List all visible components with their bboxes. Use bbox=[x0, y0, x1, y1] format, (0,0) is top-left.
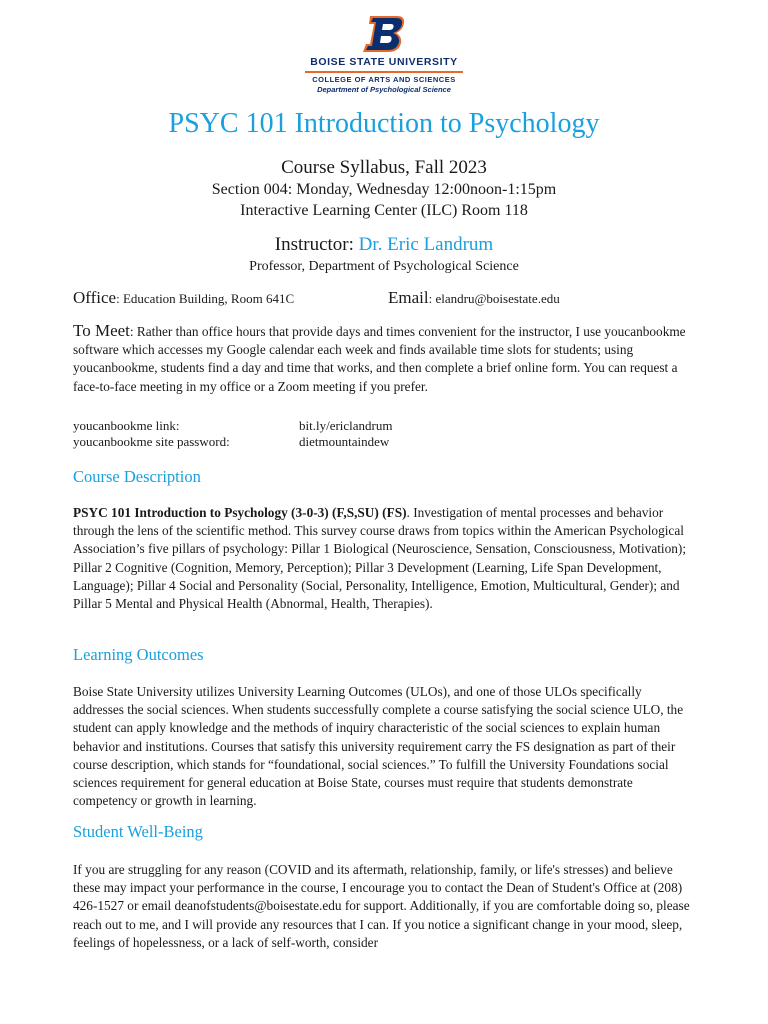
student-well-being-heading: Student Well-Being bbox=[73, 822, 203, 841]
to-meet-paragraph bbox=[73, 322, 691, 396]
instructor-title: Professor, Department of Psychological Science bbox=[249, 259, 519, 274]
instructor-label: Instructor: bbox=[274, 234, 359, 255]
boise-state-b-logo-icon bbox=[361, 14, 407, 54]
office-value: : Education Building, Room 641C bbox=[116, 291, 295, 306]
booking-password-label: youcanbookme site password: bbox=[73, 434, 230, 449]
course-description-text: . Investigation of mental processes and behavior through the lens of the scientific method. This survey course draws from topics within the American Psychological Association’s five pillars of psychology: Pillar 1 Biological (Neuroscience, Sensation, Consciousness, Motivation); Pillar 2 Cognitive (Cognition, Memory, Perception); Pillar 3 Development (Learning, Life Span Development, Language); Pillar 4 Social and Personality (Social, Personality, Intelligence, Emotion, Multicultural, Gender); and Pillar 5 Mental and Physical Health (Abnormal, Health, Therapies). bbox=[73, 505, 687, 612]
instructor-line bbox=[0, 234, 768, 256]
course-description-heading: Course Description bbox=[73, 467, 201, 486]
university-logo bbox=[0, 14, 768, 94]
college-name: COLLEGE OF ARTS AND SCIENCES bbox=[312, 74, 456, 84]
office-info bbox=[73, 288, 294, 308]
student-well-being-paragraph: If you are struggling for any reason (COVID and its aftermath, relationship, family, or life's stresses) and believe these may impact your performance in the course, I encourage you to contact the Dean of Student's Office at (208) 426-1527 or email deanofstudents@boisestate.edu for support. Additionally, if you are comfortable doing so, please reach out to me, and I will provide any resources that I can. If you notice a significant change in your mood, sleep, feelings of hopelessness, or a lack of self-worth, consider bbox=[73, 862, 690, 950]
booking-password-row bbox=[73, 433, 389, 450]
booking-password-value: dietmountaindew bbox=[299, 434, 390, 449]
department-name: Department of Psychological Science bbox=[317, 84, 451, 94]
to-meet-label: To Meet bbox=[73, 321, 130, 340]
course-description-lead: PSYC 101 Introduction to Psychology (3-0-3) (F,S,SU) (FS) bbox=[73, 505, 407, 520]
learning-outcomes-paragraph: Boise State University utilizes University Learning Outcomes (ULOs), and one of those ULOs specifically addresses the social sciences. When students successfully complete a course satisfying the social science ULO, the student can apply knowledge and the methods of inquiry characteristic of the social sciences to explain human behavior and institutions. Courses that satisfy this university requirement carry the FS designation as part of their course description, which stands for “foundational, social sciences.” To fulfill the University Foundations social sciences requirement for general education at Boise State, courses must require that students demonstrate competency or growth in learning. bbox=[73, 684, 684, 809]
booking-link-value[interactable]: bit.ly/ericlandrum bbox=[299, 418, 393, 433]
course-description-paragraph bbox=[73, 504, 691, 613]
logo-divider bbox=[305, 71, 463, 73]
course-title: PSYC 101 Introduction to Psychology bbox=[168, 108, 600, 139]
email-value: : elandru@boisestate.edu bbox=[428, 291, 560, 306]
office-label: Office bbox=[73, 288, 117, 307]
booking-link-row bbox=[73, 417, 393, 434]
instructor-name: Dr. Eric Landrum bbox=[358, 234, 494, 255]
booking-link-label: youcanbookme link: bbox=[73, 418, 180, 433]
section-schedule: Section 004: Monday, Wednesday 12:00noon-1:15pm bbox=[211, 181, 557, 198]
classroom: Interactive Learning Center (ILC) Room 118 bbox=[240, 202, 528, 219]
email-info bbox=[388, 288, 560, 308]
learning-outcomes-heading: Learning Outcomes bbox=[73, 645, 204, 664]
university-name: BOISE STATE UNIVERSITY bbox=[310, 56, 458, 68]
syllabus-term: Course Syllabus, Fall 2023 bbox=[281, 157, 487, 178]
email-label: Email bbox=[388, 288, 429, 307]
to-meet-text: : Rather than office hours that provide days and times convenient for the instructor, I use youcanbookme software which accesses my Google calendar each week and finds available time slots for students; using youcanbookme, students find a day and time that works, and then complete a brief online form. You can request a face-to-face meeting in my office or a Zoom meeting if you prefer. bbox=[73, 324, 686, 394]
